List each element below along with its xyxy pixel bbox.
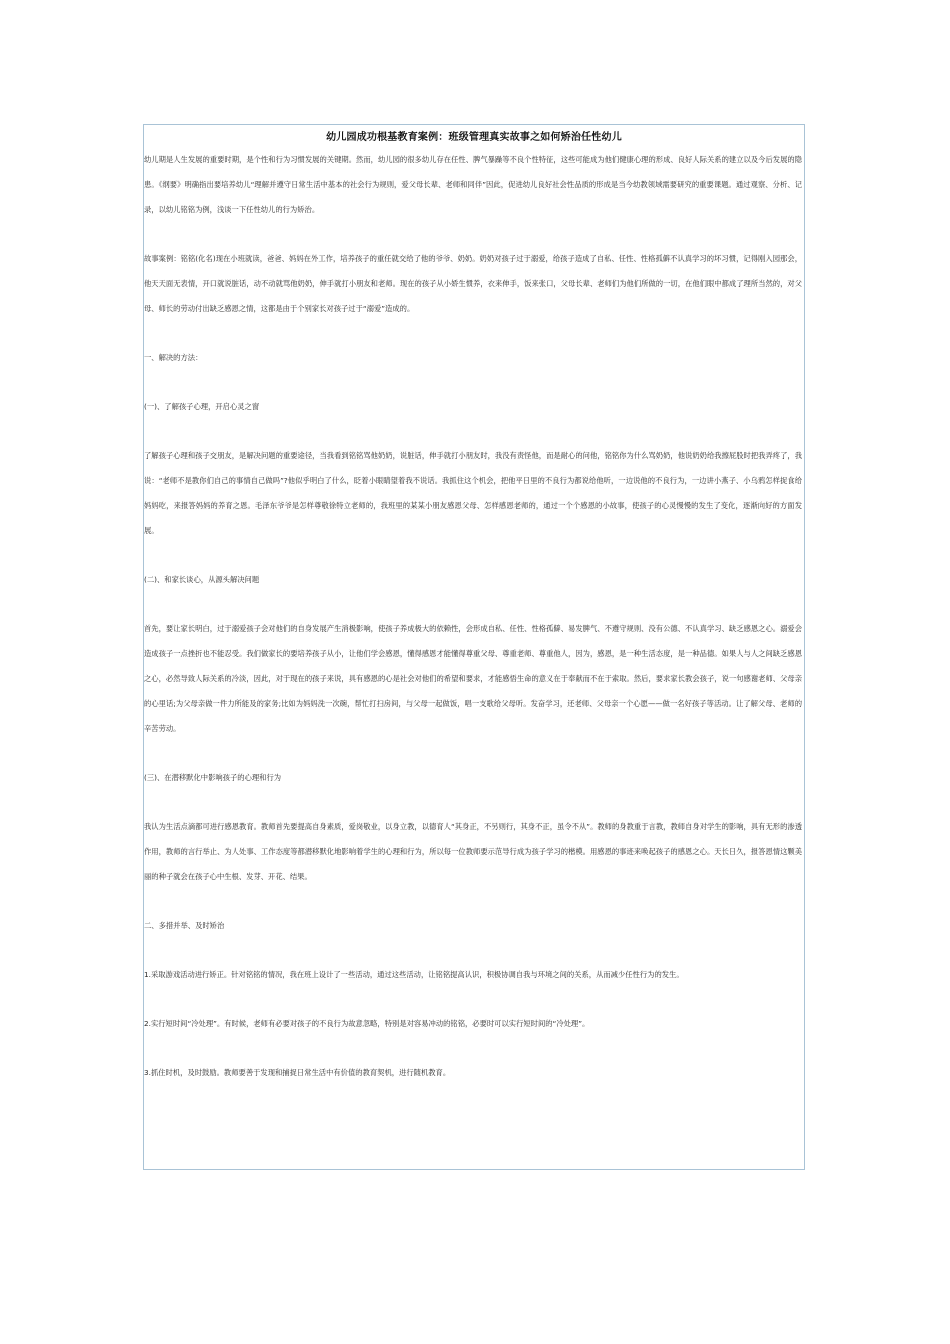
spacer bbox=[144, 987, 804, 1011]
subsection-1-paragraph: 了解孩子心理和孩子交朋友，是解决问题的重要途径，当我看到铭铭骂他奶奶，说脏话，伸手就打小朋友时，我没有责怪他，而是耐心的问他，铭铭你为什么骂奶奶，他说奶奶给我擦屁股时把我弄疼了，我说：“老师不是教你们自己的事情自己做吗”?他似乎明白了什么，眨着小眼睛望着我不说话。我抓住这个机会，把他平日里的不良行为都说给他听，一边说他的不良行为，一边讲小燕子、小乌鸦怎样捉食给妈妈吃，来报答妈妈的养育之恩。毛泽东爷爷是怎样尊敬徐特立老师的，我班里的某某小朋友感恩父母、怎样感恩老师的，通过一个个感恩的小故事，使孩子的心灵慢慢的发生了变化，逐渐向好的方面发展。 bbox=[144, 451, 802, 535]
spacer bbox=[144, 592, 804, 616]
document-frame bbox=[143, 124, 805, 1170]
list-item-1: 1.采取游戏活动进行矫正。针对铭铭的情况，我在班上设计了一些活动，通过这些活动，让铭铭提高认识，积极协调自我与环境之间的关系，从而减少任性行为的发生。 bbox=[144, 970, 684, 979]
spacer bbox=[144, 790, 804, 814]
subheading-2: (二)、和家长谈心，从源头解决问题 bbox=[144, 575, 260, 584]
subsection-3-paragraph: 我认为生活点滴都可进行感恩教育。教师首先要提高自身素质，爱岗敬业，以身立教，以德育人“其身正，不另则行，其身不正，虽令不从”。教师的身教重于言教，教师自身对学生的影响，具有无形的渗透作用，教师的言行举止、为人处事、工作态度等都潜移默化地影响着学生的心理和行为，所以每一位教师要示范导行成为孩子学习的楷模。用感恩的事迹来唤起孩子的感恩之心。天长日久，报答恩情这颗美丽的种子就会在孩子心中生根、发芽、开花、结果。 bbox=[144, 822, 802, 881]
story-paragraph: 故事案例：铭铭(化名)现在小班就读，爸爸、妈妈在外工作，培养孩子的重任就交给了他的爷爷、奶奶。奶奶对孩子过于溺爱，给孩子造成了自私、任性、性格孤僻不认真学习的坏习惯，记得刚入园那会，他天天面无表情，开口就说脏话，动不动就骂他奶奶，伸手就打小朋友和老师。现在的孩子从小娇生惯养，衣来伸手，饭来张口，父母长辈、老师们为他们所做的一切，在他们眼中都成了理所当然的，对父母、师长的劳动付出缺乏感恩之情，这都是由于个别家长对孩子过于“溺爱”造成的。 bbox=[144, 254, 802, 313]
list-item-2: 2.实行短时间“冷处理”。有时候，老师有必要对孩子的不良行为故意忽略，特别是对容易冲动的铭铭，必要时可以实行短时间的“冷处理”。 bbox=[144, 1019, 590, 1028]
spacer bbox=[144, 321, 804, 345]
spacer bbox=[144, 1036, 804, 1060]
subsection-2-paragraph: 首先，要让家长明白，过于溺爱孩子会对他们的自身发展产生消极影响，使孩子养成极大的依赖性，会形成自私、任性、性格孤僻、易发脾气、不遵守规则、没有公德、不认真学习、缺乏感恩之心。溺爱会造成孩子一点挫折也不能忍受。我们做家长的要培养孩子从小，让他们学会感恩，懂得感恩才能懂得尊重父母、尊重老师、尊重他人，因为，感恩，是一种生活态度，是一种品德。如果人与人之间缺乏感恩之心，必然导致人际关系的冷淡，因此，对于现在的孩子来说，具有感恩的心是社会对他们的希望和要求，才能感悟生命的意义在于奉献而不在于索取。然后，要求家长教会孩子，说一句感谢老师、父母亲的心里话;为父母亲做一件力所能及的家务;比如为妈妈洗一次碗，帮忙打扫房间，与父母一起做饭，唱一支歌给父母听。发奋学习，还老师、父母亲一个心愿——做一名好孩子等活动。让了解父母、老师的辛苦劳动。 bbox=[144, 624, 802, 733]
section-heading-2: 二、多措并举、及时矫治 bbox=[144, 921, 225, 930]
subheading-1: (一)、了解孩子心理，开启心灵之窗 bbox=[144, 402, 260, 411]
subheading-3: (三)、在潜移默化中影响孩子的心理和行为 bbox=[144, 773, 282, 782]
spacer bbox=[144, 370, 804, 394]
spacer bbox=[144, 543, 804, 567]
section-heading-1: 一、解决的方法： bbox=[144, 353, 203, 362]
page-title: 幼儿园成功根基教育案例：班级管理真实故事之如何矫治任性幼儿 bbox=[326, 132, 622, 143]
spacer bbox=[144, 889, 804, 913]
spacer bbox=[144, 938, 804, 962]
spacer bbox=[144, 741, 804, 765]
list-item-3: 3.抓住时机，及时鼓励。教师要善于发现和捕捉日常生活中有价值的教育契机，进行随机教育。 bbox=[144, 1068, 451, 1077]
spacer bbox=[144, 222, 804, 246]
spacer bbox=[144, 419, 804, 443]
intro-paragraph: 幼儿期是人生发展的重要时期，是个性和行为习惯发展的关键期。然而，幼儿园的很多幼儿存在任性、脾气暴躁等不良个性特征，这些可能成为他们健康心理的形成、良好人际关系的建立以及今后发展的隐患。《纲要》明确指出要培养幼儿“理解并遵守日常生活中基本的社会行为规则，爱父母长辈、老师和同伴”因此，促进幼儿良好社会性品质的形成是当今幼教领域需要研究的重要课题。通过观察、分析、记录，以幼儿铭铭为例，浅谈一下任性幼儿的行为矫治。 bbox=[144, 155, 802, 214]
